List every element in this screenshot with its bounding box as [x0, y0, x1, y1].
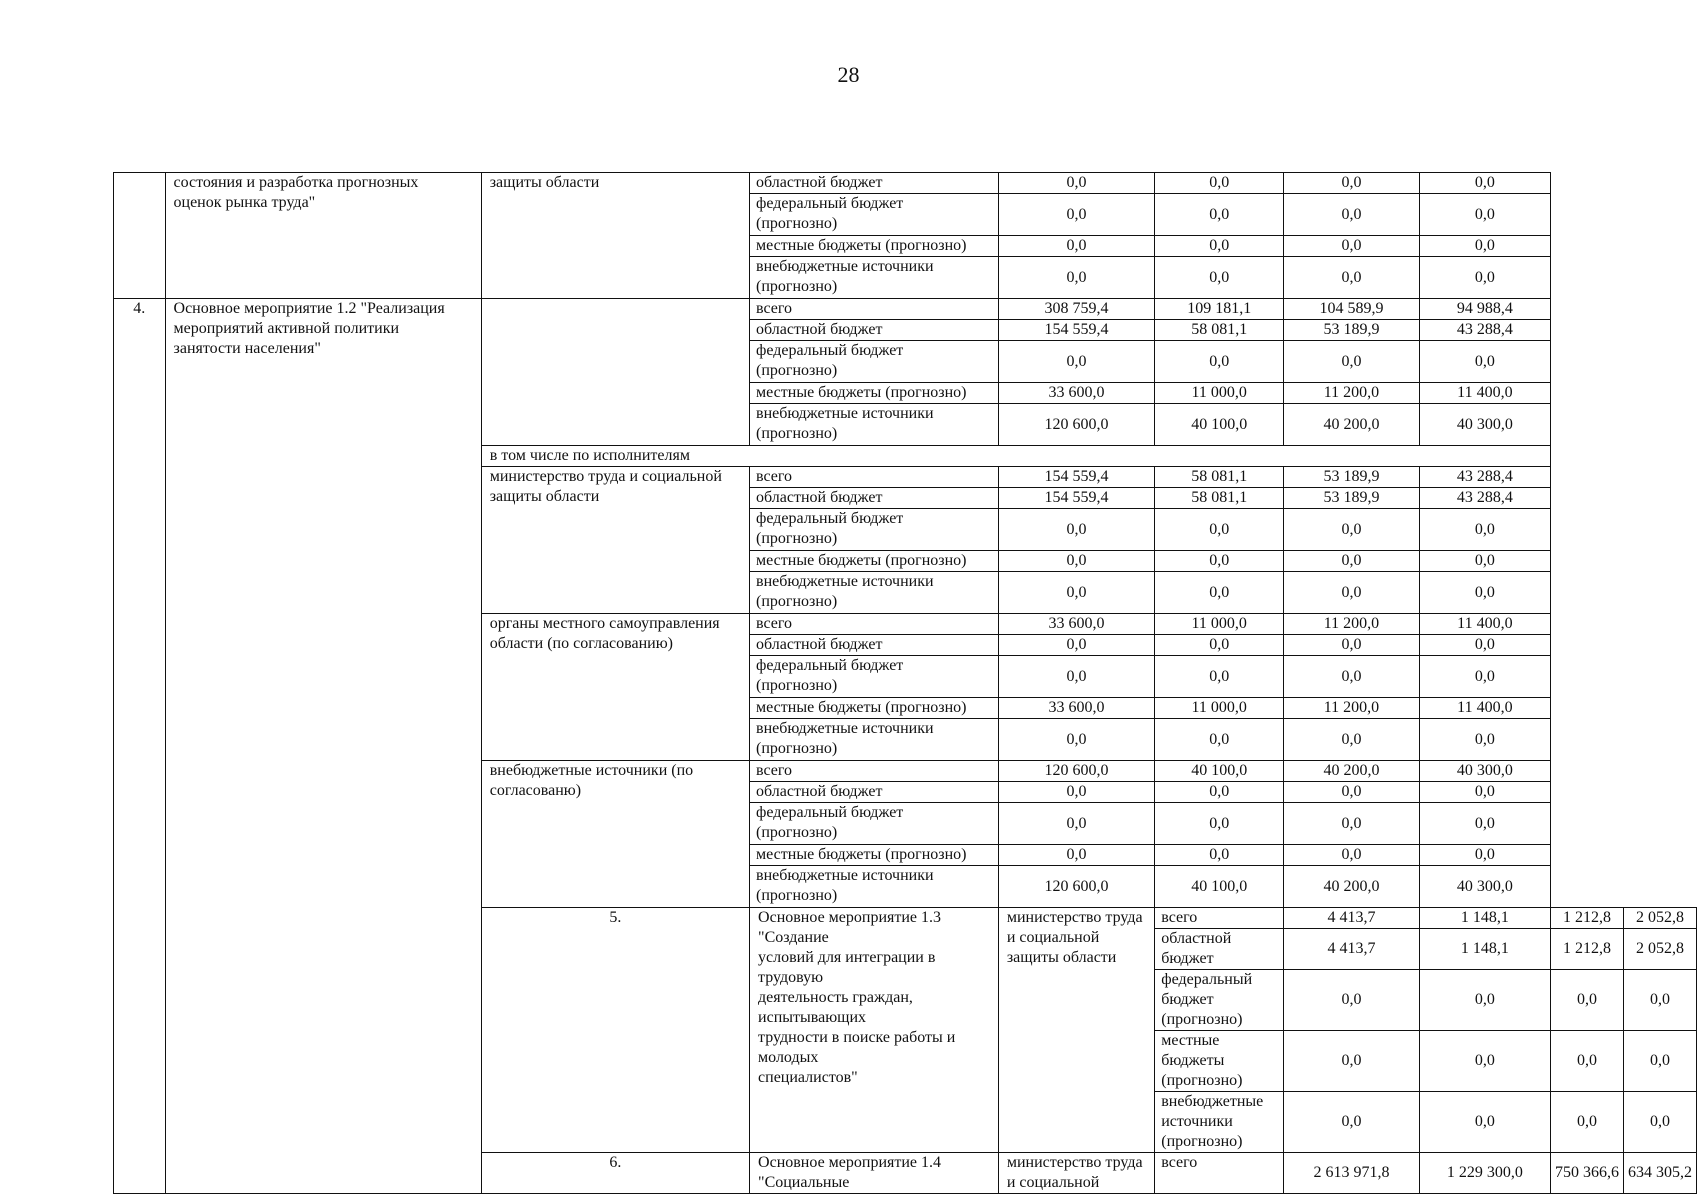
- amount-cell: 53 189,9: [1284, 467, 1420, 488]
- amount-cell: 58 081,1: [1155, 467, 1284, 488]
- funding-source: местные бюджеты (прогнозно): [1155, 1031, 1284, 1092]
- amount-cell: 104 589,9: [1284, 299, 1420, 320]
- amount-cell: 0,0: [998, 635, 1154, 656]
- amount-cell: 0,0: [1284, 803, 1420, 845]
- funding-source: федеральный бюджет (прогнозно): [750, 803, 999, 845]
- funding-source: внебюджетные источники (прогнозно): [1155, 1092, 1284, 1153]
- amount-cell: 0,0: [998, 341, 1154, 383]
- amount-cell: 11 000,0: [1155, 698, 1284, 719]
- amount-cell: 0,0: [998, 719, 1154, 761]
- amount-cell: 53 189,9: [1284, 320, 1420, 341]
- amount-cell: 40 100,0: [1155, 761, 1284, 782]
- amount-cell: 0,0: [1155, 635, 1284, 656]
- amount-cell: 0,0: [1284, 194, 1420, 236]
- funding-source: областной бюджет: [750, 320, 999, 341]
- amount-cell: 0,0: [1551, 970, 1624, 1031]
- amount-cell: 1 212,8: [1551, 908, 1624, 929]
- amount-cell: 4 413,7: [1284, 908, 1420, 929]
- funding-source: всего: [750, 614, 999, 635]
- funding-source: местные бюджеты (прогнозно): [750, 236, 999, 257]
- row-number: [114, 173, 166, 299]
- amount-cell: 0,0: [1284, 551, 1420, 572]
- funding-source: внебюджетные источники (прогнозно): [750, 257, 999, 299]
- amount-cell: 0,0: [1419, 970, 1550, 1031]
- amount-cell: 11 400,0: [1419, 698, 1550, 719]
- executor: министерство труда и социальной: [998, 1153, 1154, 1194]
- amount-cell: 40 300,0: [1419, 404, 1550, 446]
- amount-cell: 0,0: [1284, 173, 1420, 194]
- funding-source: областной бюджет: [750, 635, 999, 656]
- amount-cell: 0,0: [1551, 1092, 1624, 1153]
- amount-cell: 109 181,1: [1155, 299, 1284, 320]
- executor: органы местного самоуправления области (по согласованию): [481, 614, 749, 761]
- amount-cell: 0,0: [1419, 782, 1550, 803]
- amount-cell: 0,0: [998, 803, 1154, 845]
- amount-cell: 11 200,0: [1284, 614, 1420, 635]
- row-number: 4.: [114, 299, 166, 1194]
- amount-cell: 308 759,4: [998, 299, 1154, 320]
- amount-cell: 0,0: [1419, 341, 1550, 383]
- amount-cell: 11 200,0: [1284, 383, 1420, 404]
- row-number: 5.: [481, 908, 749, 1153]
- amount-cell: 0,0: [998, 551, 1154, 572]
- funding-source: федеральный бюджет (прогнозно): [750, 509, 999, 551]
- amount-cell: 0,0: [1155, 257, 1284, 299]
- amount-cell: 40 100,0: [1155, 866, 1284, 908]
- amount-cell: 0,0: [1284, 1031, 1420, 1092]
- amount-cell: 0,0: [1419, 803, 1550, 845]
- activity-title: Основное мероприятие 1.2 "Реализация мероприятий активной политики занятости населения": [165, 299, 481, 1194]
- amount-cell: 120 600,0: [998, 866, 1154, 908]
- amount-cell: 2 613 971,8: [1284, 1153, 1420, 1194]
- amount-cell: 0,0: [1155, 845, 1284, 866]
- amount-cell: 11 200,0: [1284, 698, 1420, 719]
- table-row: [114, 173, 1697, 194]
- amount-cell: 0,0: [998, 236, 1154, 257]
- amount-cell: 43 288,4: [1419, 488, 1550, 509]
- amount-cell: 0,0: [1624, 970, 1697, 1031]
- amount-cell: 0,0: [998, 194, 1154, 236]
- funding-source: всего: [750, 299, 999, 320]
- amount-cell: 0,0: [1155, 782, 1284, 803]
- funding-source: областной бюджет: [750, 173, 999, 194]
- amount-cell: 0,0: [1419, 509, 1550, 551]
- activity-title: Основное мероприятие 1.4 "Социальные: [750, 1153, 999, 1194]
- amount-cell: 0,0: [1419, 845, 1550, 866]
- amount-cell: 0,0: [998, 509, 1154, 551]
- amount-cell: 0,0: [1284, 341, 1420, 383]
- amount-cell: 0,0: [1155, 572, 1284, 614]
- activity-title: Основное мероприятие 1.3 "Создание условий для интеграции в трудовую деятельность граждан, испытывающих трудности в поиске работы и молодых специалистов": [750, 908, 999, 1153]
- amount-cell: 0,0: [998, 257, 1154, 299]
- amount-cell: 11 400,0: [1419, 383, 1550, 404]
- funding-source: местные бюджеты (прогнозно): [750, 551, 999, 572]
- amount-cell: 40 300,0: [1419, 761, 1550, 782]
- amount-cell: 53 189,9: [1284, 488, 1420, 509]
- row-number: 6.: [481, 1153, 749, 1194]
- amount-cell: 0,0: [1284, 845, 1420, 866]
- amount-cell: 634 305,2: [1624, 1153, 1697, 1194]
- funding-source: федеральный бюджет (прогнозно): [750, 194, 999, 236]
- amount-cell: 2 052,8: [1624, 908, 1697, 929]
- amount-cell: 0,0: [1155, 341, 1284, 383]
- amount-cell: 0,0: [1284, 509, 1420, 551]
- amount-cell: 0,0: [1419, 635, 1550, 656]
- amount-cell: 0,0: [1419, 719, 1550, 761]
- amount-cell: 40 300,0: [1419, 866, 1550, 908]
- amount-cell: 0,0: [998, 656, 1154, 698]
- funding-source: федеральный бюджет (прогнозно): [1155, 970, 1284, 1031]
- amount-cell: 750 366,6: [1551, 1153, 1624, 1194]
- funding-source: всего: [750, 467, 999, 488]
- funding-source: федеральный бюджет (прогнозно): [750, 341, 999, 383]
- amount-cell: 0,0: [998, 782, 1154, 803]
- amount-cell: 0,0: [1419, 1031, 1550, 1092]
- executor: министерство труда и социальной защиты области: [481, 467, 749, 614]
- amount-cell: 40 200,0: [1284, 761, 1420, 782]
- amount-cell: 154 559,4: [998, 320, 1154, 341]
- amount-cell: 0,0: [1155, 719, 1284, 761]
- page-number: 28: [837, 62, 860, 87]
- amount-cell: 0,0: [1419, 173, 1550, 194]
- amount-cell: 154 559,4: [998, 488, 1154, 509]
- amount-cell: 0,0: [1419, 257, 1550, 299]
- funding-source: областной бюджет: [750, 488, 999, 509]
- amount-cell: 58 081,1: [1155, 320, 1284, 341]
- funding-source: местные бюджеты (прогнозно): [750, 383, 999, 404]
- funding-source: внебюджетные источники (прогнозно): [750, 866, 999, 908]
- amount-cell: 0,0: [998, 173, 1154, 194]
- executor: [481, 299, 749, 446]
- amount-cell: 0,0: [1155, 509, 1284, 551]
- amount-cell: 0,0: [1284, 635, 1420, 656]
- amount-cell: 0,0: [1419, 194, 1550, 236]
- amount-cell: 0,0: [1284, 656, 1420, 698]
- amount-cell: 0,0: [1155, 173, 1284, 194]
- amount-cell: 40 100,0: [1155, 404, 1284, 446]
- amount-cell: 58 081,1: [1155, 488, 1284, 509]
- amount-cell: 1 148,1: [1419, 908, 1550, 929]
- table-row: [114, 299, 1697, 320]
- amount-cell: 154 559,4: [998, 467, 1154, 488]
- executors-note: в том числе по исполнителям: [481, 446, 1550, 467]
- budget-table: [113, 172, 1697, 1194]
- executor: министерство труда и социальной защиты области: [998, 908, 1154, 1153]
- amount-cell: 0,0: [1155, 194, 1284, 236]
- amount-cell: 0,0: [998, 572, 1154, 614]
- amount-cell: 33 600,0: [998, 614, 1154, 635]
- amount-cell: 11 000,0: [1155, 383, 1284, 404]
- amount-cell: 1 148,1: [1419, 929, 1550, 970]
- amount-cell: 0,0: [1419, 1092, 1550, 1153]
- amount-cell: 0,0: [1284, 719, 1420, 761]
- funding-source: федеральный бюджет (прогнозно): [750, 656, 999, 698]
- funding-source: внебюджетные источники (прогнозно): [750, 719, 999, 761]
- amount-cell: 0,0: [1624, 1031, 1697, 1092]
- amount-cell: 33 600,0: [998, 698, 1154, 719]
- amount-cell: 2 052,8: [1624, 929, 1697, 970]
- funding-source: внебюджетные источники (прогнозно): [750, 404, 999, 446]
- amount-cell: 94 988,4: [1419, 299, 1550, 320]
- amount-cell: 43 288,4: [1419, 467, 1550, 488]
- amount-cell: 43 288,4: [1419, 320, 1550, 341]
- amount-cell: 0,0: [1155, 803, 1284, 845]
- amount-cell: 0,0: [1284, 1092, 1420, 1153]
- amount-cell: 0,0: [1284, 970, 1420, 1031]
- amount-cell: 0,0: [1284, 236, 1420, 257]
- amount-cell: 1 212,8: [1551, 929, 1624, 970]
- funding-source: местные бюджеты (прогнозно): [750, 845, 999, 866]
- amount-cell: 11 000,0: [1155, 614, 1284, 635]
- amount-cell: 120 600,0: [998, 404, 1154, 446]
- amount-cell: 0,0: [1284, 257, 1420, 299]
- amount-cell: 40 200,0: [1284, 404, 1420, 446]
- funding-source: внебюджетные источники (прогнозно): [750, 572, 999, 614]
- amount-cell: 0,0: [1155, 656, 1284, 698]
- funding-source: областной бюджет: [1155, 929, 1284, 970]
- funding-source: областной бюджет: [750, 782, 999, 803]
- amount-cell: 120 600,0: [998, 761, 1154, 782]
- amount-cell: 4 413,7: [1284, 929, 1420, 970]
- funding-source: всего: [1155, 1153, 1284, 1194]
- amount-cell: 0,0: [1419, 656, 1550, 698]
- funding-source: всего: [750, 761, 999, 782]
- executor: защиты области: [481, 173, 749, 299]
- amount-cell: 0,0: [1155, 551, 1284, 572]
- executor: внебюджетные источники (по согласованю): [481, 761, 749, 908]
- amount-cell: 0,0: [1551, 1031, 1624, 1092]
- amount-cell: 11 400,0: [1419, 614, 1550, 635]
- amount-cell: 1 229 300,0: [1419, 1153, 1550, 1194]
- amount-cell: 33 600,0: [998, 383, 1154, 404]
- amount-cell: 0,0: [1419, 551, 1550, 572]
- amount-cell: 0,0: [998, 845, 1154, 866]
- funding-source: всего: [1155, 908, 1284, 929]
- amount-cell: 40 200,0: [1284, 866, 1420, 908]
- activity-title: состояния и разработка прогнозных оценок рынка труда": [165, 173, 481, 299]
- amount-cell: 0,0: [1419, 236, 1550, 257]
- amount-cell: 0,0: [1284, 782, 1420, 803]
- amount-cell: 0,0: [1284, 572, 1420, 614]
- amount-cell: 0,0: [1155, 236, 1284, 257]
- amount-cell: 0,0: [1419, 572, 1550, 614]
- amount-cell: 0,0: [1624, 1092, 1697, 1153]
- funding-source: местные бюджеты (прогнозно): [750, 698, 999, 719]
